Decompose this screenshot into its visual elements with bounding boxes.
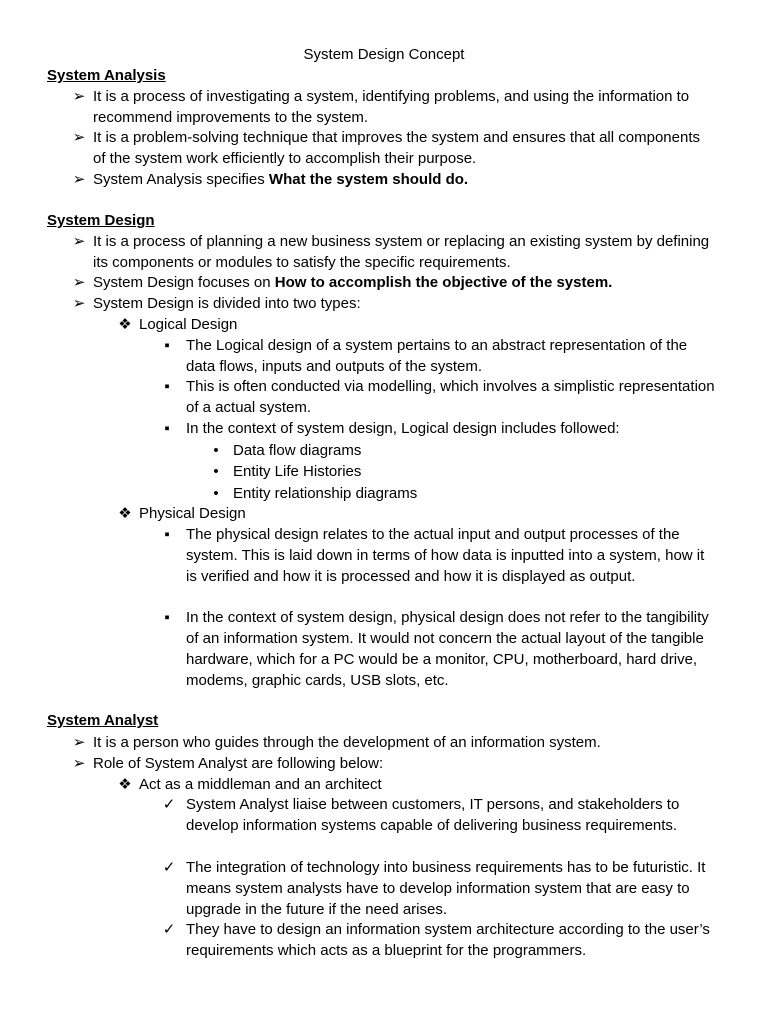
arrow-bullet-icon: ➢	[72, 295, 86, 312]
analysis-bullet-1: It is a process of investigating a system, identifying problems, and using the information to recommend improvements to the system.	[93, 88, 690, 126]
design-bullet-1: It is a process of planning a new business system or replacing an existing system by defining its components or modules to satisfy the specific requirements.	[93, 233, 710, 271]
square-bullet-icon: ▪	[164, 337, 170, 354]
square-bullet-icon: ▪	[164, 420, 170, 437]
logical-point-3: In the context of system design, Logical design includes followed:	[186, 420, 620, 437]
logical-point-2: This is often conducted via modelling, which involves a simplistic representation of a actual system.	[186, 378, 715, 416]
analysis-bullet-3: System Analysis specifies What the system should do.	[93, 171, 469, 188]
dot-bullet-icon: •	[213, 442, 219, 459]
arrow-bullet-icon: ➢	[72, 171, 86, 188]
analyst-bullet-2: Role of System Analyst are following below:	[93, 755, 384, 772]
heading-system-analysis: System Analysis	[47, 67, 166, 84]
heading-system-design: System Design	[47, 212, 155, 229]
logical-list-item: Data flow diagrams	[233, 442, 362, 459]
logical-list-item: Entity relationship diagrams	[233, 485, 418, 502]
checkmark-icon: ✓	[162, 859, 176, 876]
analysis-bullet-2: It is a problem-solving technique that improves the system and ensures that all components of the system work efficiently to accomplish their purpose.	[93, 129, 700, 167]
dot-bullet-icon: •	[213, 463, 219, 480]
physical-design-label: Physical Design	[139, 505, 246, 522]
page-title: System Design Concept	[303, 46, 465, 63]
diamond-bullet-icon: ❖	[118, 316, 132, 333]
heading-system-analyst: System Analyst	[47, 712, 159, 729]
arrow-bullet-icon: ➢	[72, 734, 86, 751]
logical-design-label: Logical Design	[139, 316, 238, 333]
design-bullet-3: System Design is divided into two types:	[93, 295, 361, 312]
diamond-bullet-icon: ❖	[118, 776, 132, 793]
design-bullet-2: System Design focuses on How to accomplish the objective of the system.	[93, 274, 613, 291]
physical-point-1: The physical design relates to the actual input and output processes of the system. This is laid down in terms of how data is inputted into a system, how it is verified and how it is processed and how it is displayed as output.	[186, 526, 705, 585]
dot-bullet-icon: •	[213, 485, 219, 502]
square-bullet-icon: ▪	[164, 609, 170, 626]
checkmark-icon: ✓	[162, 921, 176, 938]
diamond-bullet-icon: ❖	[118, 505, 132, 522]
logical-point-1: The Logical design of a system pertains to an abstract representation of the data flows, inputs and outputs of the system.	[186, 337, 688, 375]
checkmark-icon: ✓	[162, 796, 176, 813]
arrow-bullet-icon: ➢	[72, 233, 86, 250]
arrow-bullet-icon: ➢	[72, 755, 86, 772]
square-bullet-icon: ▪	[164, 378, 170, 395]
analyst-role-point-1: System Analyst liaise between customers, IT persons, and stakeholders to develop information systems capable of delivering business requirements.	[186, 796, 680, 834]
arrow-bullet-icon: ➢	[72, 129, 86, 146]
physical-point-2: In the context of system design, physical design does not refer to the tangibility of an information system. It would not concern the actual layout of the tangible hardware, which for a PC would be a monitor, CPU, motherboard, hard drive, modems, graphic cards, USB slots, etc.	[186, 609, 709, 689]
square-bullet-icon: ▪	[164, 526, 170, 543]
analyst-role-point-3: They have to design an information system architecture according to the user’s requirements which acts as a blueprint for the programmers.	[186, 921, 710, 959]
analyst-role-point-2: The integration of technology into business requirements has to be futuristic. It means system analysts have to develop information system that are easy to upgrade in the future if the need arises.	[186, 859, 706, 918]
analyst-role-label: Act as a middleman and an architect	[139, 776, 382, 793]
arrow-bullet-icon: ➢	[72, 274, 86, 291]
arrow-bullet-icon: ➢	[72, 88, 86, 105]
analyst-bullet-1: It is a person who guides through the development of an information system.	[93, 734, 601, 751]
logical-list-item: Entity Life Histories	[233, 463, 362, 480]
